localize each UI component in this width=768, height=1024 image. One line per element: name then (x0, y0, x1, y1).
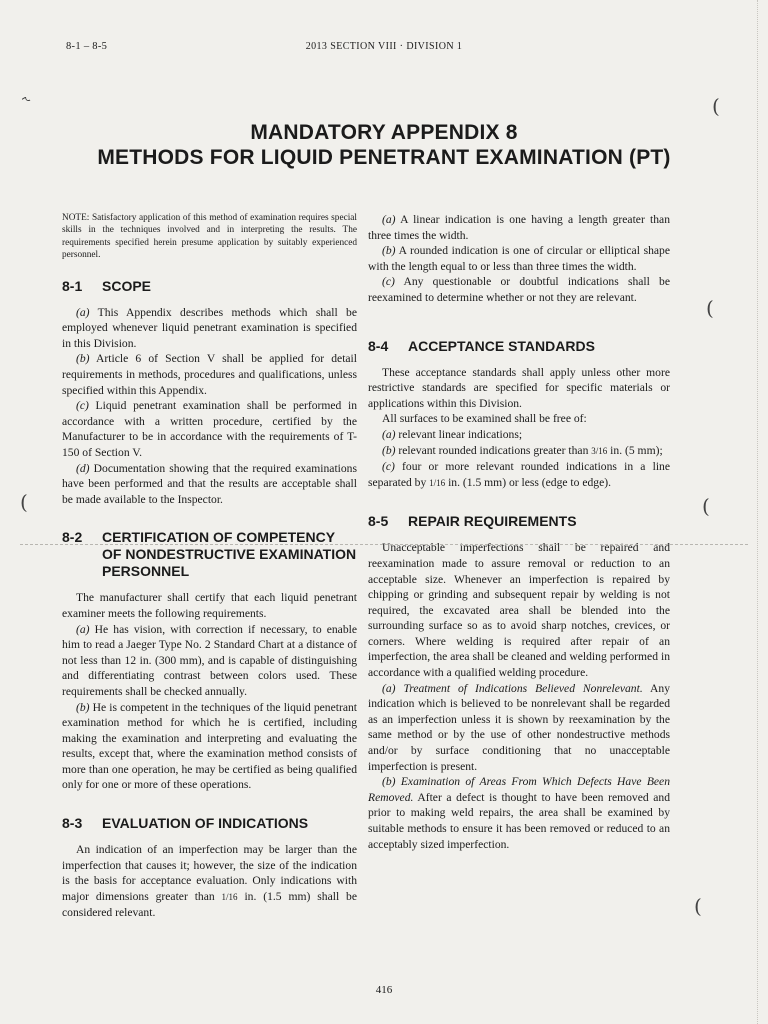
section-heading-8-5 (368, 513, 670, 530)
section-number: 8-5 (368, 513, 389, 530)
paragraph-8-4-free: All surfaces to be examined shall be free of: (382, 412, 587, 426)
definition-linear: (a) A linear indication is one having a length greater than three times the width. (368, 213, 670, 242)
paragraph-8-5-intro: Unacceptable imperfections shall be repaired and reexamination made to assure removal or reduction to an acceptable size. Whenever an imperfection is repaired by chipping or grinding and subsequent repair by welding is not required, the excavated area shall be blended into the surrounding surface so as to avoid sharp notches, crevices, or corners. Where welding is required after repair of an imperfection, the area shall be cleaned and welding performed in accordance with a qualified welding procedure. (368, 541, 670, 680)
appendix-title: MANDATORY APPENDIX 8 (250, 121, 518, 144)
paragraph-8-1-d: (d) Documentation showing that the required examinations have been performed and that the results are acceptable shall be made available to the Inspector. (62, 461, 357, 506)
scan-fold-line (20, 544, 748, 545)
note-text: Satisfactory application of this method of examination requires special skills in the techniques involved and in interpreting the results. The requirements specified herein presume application by suitably experienced personnel. (62, 213, 357, 261)
page-number: 416 (375, 984, 393, 996)
paragraph-8-5-b: (b) Examination of Areas From Which Defects Have Been Removed. After a defect is thought to have been removed and prior to making weld repairs, the area shall be examined by suitable methods to ensure it has been removed or reduced to an acceptably sized imperfection. (368, 775, 670, 851)
note-label: NOTE: (62, 213, 90, 223)
section-heading-8-4 (368, 338, 670, 355)
paragraph-8-1-a: (a) This Appendix describes methods which shall be employed whenever liquid penetrant examination is specified in this Division. (62, 305, 357, 350)
section-number: 8-2 (62, 529, 83, 546)
left-column (62, 212, 357, 921)
paragraph-8-2-b: (b) He is competent in the techniques of the liquid penetrant examination method for which he is certified, including making the examination and interpreting and evaluating the results, except that, where the examination method consists of more than one operation, he may be certified as being qualified only for one or more of these operations. (62, 700, 357, 792)
paragraph-8-2-intro: The manufacturer shall certify that each liquid penetrant examiner meets the following requirements. (62, 591, 357, 620)
fraction: 3/16 (591, 445, 608, 456)
section-title: EVALUATION OF INDICATIONS (102, 815, 309, 832)
section-title: REPAIR REQUIREMENTS (408, 513, 577, 530)
definition-rounded: (b) A rounded indication is one of circular or elliptical shape with the length equal to or less than three times the width. (368, 244, 670, 273)
paragraph-8-1-b: (b) Article 6 of Section V shall be applied for detail requirements in methods, procedures and qualifications, unless specified within this Appendix. (62, 352, 357, 397)
note-paragraph (62, 212, 357, 262)
fraction: 1/16 (429, 477, 446, 488)
paragraph-8-4-b: (b) relevant rounded indications greater than 3/16 in. (5 mm); (382, 443, 663, 457)
binder-hole-mark: ( (694, 894, 702, 918)
paragraph-8-1-c: (c) Liquid penetrant examination shall be performed in accordance with a written procedure, certified by the Manufacturer to be in accordance with the requirements of T-150 of Section V. (62, 399, 357, 459)
paragraph-8-5-a: (a) Treatment of Indications Believed Nonrelevant. Any indication which is believed to be nonrelevant shall be regarded as an imperfection unless it is shown by reexamination by the same method or by the use of other nondestructive methods and/or by surface conditioning that no unacceptable imperfection is present. (368, 681, 670, 773)
paragraph-8-4-a: (a) relevant linear indications; (382, 427, 523, 441)
section-number: 8-4 (368, 337, 389, 354)
header-paragraph-range: 8-1 – 8-5 (66, 41, 108, 52)
section-heading-8-2 (62, 529, 357, 580)
section-heading-8-3 (62, 815, 357, 832)
section-title: SCOPE (102, 277, 152, 294)
paragraph-8-2-a: (a) He has vision, with correction if necessary, to enable him to read a Jaeger Type No. 2 Standard Chart at a distance of not less than 12 in. (300 mm), and is capable of distinguishing and differentiating contrast between colors used. These requirements shall be checked annually. (62, 622, 357, 698)
paragraph-8-4-intro: These acceptance standards shall apply unless other more restrictive standards are specified for specific materials or applications within this Division. (368, 365, 670, 410)
appendix-subtitle: METHODS FOR LIQUID PENETRANT EXAMINATION (PT) (97, 146, 671, 169)
section-number: 8-3 (62, 815, 83, 832)
section-heading-8-1 (62, 278, 357, 295)
header-section-title: 2013 SECTION VIII · DIVISION 1 (305, 41, 463, 52)
paragraph-8-3: An indication of an imperfection may be larger than the imperfection that causes it; however, the size of the indication is the basis for acceptance evaluation. Only indications with major dimensions greater than 1/16 in. (1.5 mm) shall be considered relevant. (62, 843, 357, 920)
binder-hole-mark: ( (712, 94, 720, 118)
binding-edge (757, 0, 758, 1024)
binder-hole-mark: ( (20, 490, 28, 514)
binder-hole-mark: ( (702, 494, 710, 518)
fraction: 1/16 (221, 891, 238, 902)
section-number: 8-1 (62, 277, 83, 294)
binder-hole-mark: ( (706, 296, 714, 320)
definition-questionable: (c) Any questionable or doubtful indications shall be reexamined to determine whether or not they are relevant. (368, 275, 670, 304)
section-title: CERTIFICATION OF COMPETENCY OF NONDESTRUCTIVE EXAMINATION PERSONNEL (102, 529, 357, 580)
binder-hole-mark: ˞ (22, 88, 31, 112)
section-title: ACCEPTANCE STANDARDS (408, 337, 595, 354)
paragraph-8-4-c: (c) four or more relevant rounded indications in a line separated by 1/16 in. (1.5 mm) or less (edge to edge). (368, 460, 670, 489)
right-column (368, 212, 670, 852)
